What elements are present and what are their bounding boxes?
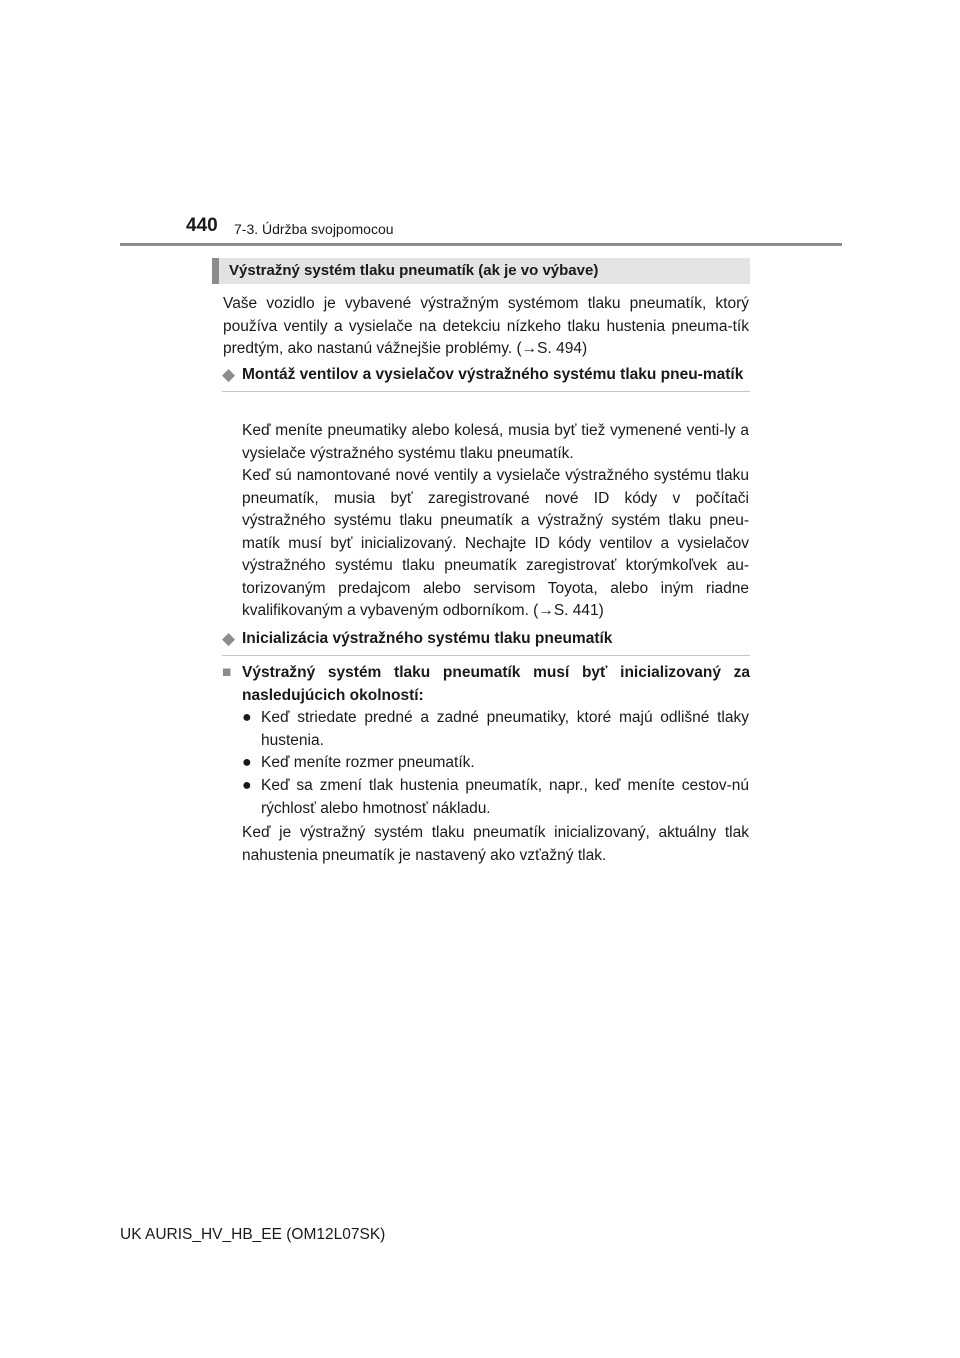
diamond-bullet-icon: ◆ xyxy=(222,365,236,384)
circle-bullet-icon: ● xyxy=(242,777,252,794)
paragraph: Keď sú namontované nové ventily a vysielače výstražného systému tlaku pneumatík, musia byť zaregistrované nové ID kódy v počítači výstražného systému tlaku pneumatík a výstražný systém tlaku pneu-matík musí byť inicializovaný. Nechajte ID kódy ventilov a vysielačov výstražného systému tlaku pneumatík zaregistrovať ktorýmkoľvek au-torizovaným predajcom alebo servisom Toyota, alebo iným riadne kvalifikovaným a vybaveným odborníkom. (→S. 441) xyxy=(242,467,749,619)
page-number: 440 xyxy=(186,215,218,236)
closing-paragraph: Keď je výstražný systém tlaku pneumatík inicializovaný, aktuálny tlak nahustenia pneumatík je nastavený ako vzťažný tlak. xyxy=(242,824,749,864)
note-heading xyxy=(222,662,750,707)
subsection-title-initialization xyxy=(222,628,750,656)
list-item: ● Keď meníte rozmer pneumatík. xyxy=(242,752,749,775)
chapter-title: 7-3. Údržba svojpomocou xyxy=(234,221,394,237)
diamond-bullet-icon: ◆ xyxy=(222,629,236,648)
subsection-title-mounting xyxy=(222,364,750,392)
list-item: ● Keď sa zmení tlak hustenia pneumatík, napr., keď meníte cestov-nú rýchlosť alebo hmotnosť nákladu. xyxy=(242,777,749,817)
header-rule xyxy=(120,243,842,246)
list-item: ● Keď striedate predné a zadné pneumatiky, ktoré majú odlišné tlaky hustenia. xyxy=(242,709,749,749)
note-heading-text: Výstražný systém tlaku pneumatík musí byť inicializovaný za nasledujúcich okolností: xyxy=(242,664,750,704)
paragraph: Keď meníte pneumatiky alebo kolesá, musia byť tiež vymenené venti-ly a vysielače výstražného systému tlaku pneumatík. xyxy=(242,422,749,462)
intro-paragraph: Vaše vozidlo je vybavené výstražným systémom tlaku pneumatík, ktorý používa ventily a vysielače na detekciu nízkeho tlaku hustenia pneuma-tík predtým, ako nastanú vážnejšie problémy. (→S. 494) xyxy=(223,295,749,357)
square-bullet-icon: ■ xyxy=(222,664,232,681)
subsection-title-text: Inicializácia výstražného systému tlaku pneumatík xyxy=(242,630,613,647)
model-code: UK AURIS_HV_HB_EE (OM12L07SK) xyxy=(120,1226,386,1243)
circle-bullet-icon: ● xyxy=(242,754,252,771)
section-title: Výstražný systém tlaku pneumatík (ak je vo výbave) xyxy=(212,258,750,284)
subsection-title-text: Montáž ventilov a vysielačov výstražného systému tlaku pneu-matík xyxy=(242,366,744,383)
circle-bullet-icon: ● xyxy=(242,709,252,726)
